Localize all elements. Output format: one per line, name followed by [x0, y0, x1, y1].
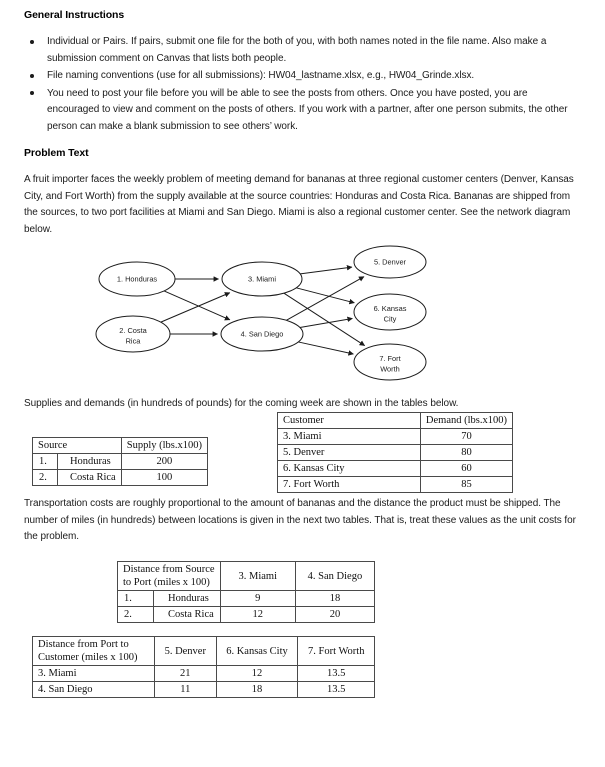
node-label-line2: Worth: [380, 364, 400, 374]
demand-row-value: 60: [420, 461, 512, 477]
bullet-dot-icon: [30, 91, 34, 95]
problem-text-heading: Problem Text: [24, 147, 89, 159]
node-label-line2: Rica: [125, 336, 141, 346]
dist-port-corner-line1: Distance from Port to: [38, 639, 129, 650]
dist-source-header-miami: 3. Miami: [220, 562, 295, 591]
supply-row-name: Honduras: [57, 454, 121, 470]
demand-row-name: 7. Fort Worth: [278, 477, 421, 493]
node-label: 7. Fort: [379, 354, 401, 363]
demand-table-header-customer: Customer: [278, 413, 421, 429]
table-row: [118, 607, 375, 623]
dist-source-row-value: 12: [220, 607, 295, 623]
supply-row-name: Costa Rica: [57, 470, 121, 486]
demand-table: [277, 412, 513, 493]
demand-row-value: 85: [420, 477, 512, 493]
diagram-node-kansas-city: [354, 294, 426, 330]
diagram-edge-san-diego-to-kansas-city: [300, 318, 352, 327]
problem-text-paragraph: A fruit importer faces the weekly problem of meeting demand for bananas at three regional customer centers (Denver, Kansas City, and Fort Worth) from the supply available at the source countries: Honduras and Costa Rica. Bananas are shipped from the sources, to two port facilities at Miami and San Diego. Miami is also a regional customer center. See the network diagram below.: [24, 174, 574, 235]
table-row: [278, 477, 513, 493]
list-item-text: File naming conventions (use for all submissions): HW04_lastname.xlsx, e.g., HW04_Grinde.xlsx.: [47, 70, 475, 81]
dist-source-corner-line1: Distance from Source: [123, 564, 215, 575]
distance-port-to-customer-table: [32, 636, 375, 698]
table-header-row: [33, 438, 208, 454]
dist-source-row-value: 9: [220, 591, 295, 607]
supply-table: [32, 437, 208, 486]
network-diagram-svg: [70, 242, 460, 390]
list-item: [24, 34, 579, 67]
dist-port-row-value: 13.5: [298, 682, 375, 698]
diagram-node-san-diego: [221, 317, 303, 351]
diagram-edge-costa-rica-to-miami: [161, 293, 230, 322]
demand-row-name: 3. Miami: [278, 429, 421, 445]
dist-source-header-san-diego: 4. San Diego: [295, 562, 374, 591]
diagram-node-miami: [222, 262, 302, 296]
dist-port-corner-header: [33, 637, 155, 666]
supply-row-value: 200: [121, 454, 207, 470]
supply-row-index: 2.: [33, 470, 58, 486]
supplies-demands-intro: Supplies and demands (in hundreds of pounds) for the coming week are shown in the tables below.: [24, 398, 459, 409]
table-row: [278, 429, 513, 445]
demand-row-value: 80: [420, 445, 512, 461]
diagram-edge-san-diego-to-fort-worth: [298, 342, 353, 354]
table-header-row: [33, 637, 375, 666]
demand-row-name: 5. Denver: [278, 445, 421, 461]
dist-source-corner-line2: to Port (miles x 100): [123, 577, 210, 588]
dist-port-row-name: 3. Miami: [33, 666, 155, 682]
dist-port-row-value: 21: [155, 666, 216, 682]
demand-row-name: 6. Kansas City: [278, 461, 421, 477]
dist-port-header-fort-worth: 7. Fort Worth: [298, 637, 375, 666]
node-label: 6. Kansas: [373, 304, 407, 313]
general-instructions-heading: General Instructions: [24, 9, 125, 21]
dist-port-row-value: 11: [155, 682, 216, 698]
transportation-costs-paragraph: Transportation costs are roughly proportional to the amount of bananas and the distance the product must be shipped. The number of miles (in hundreds) between locations is given in the next two tables. That is, treat these values as the unit costs for the problem.: [24, 498, 576, 542]
node-label: 5. Denver: [373, 257, 407, 267]
diagram-edge-miami-to-kansas-city: [296, 288, 354, 303]
supply-table-header-source: Source: [33, 438, 122, 454]
dist-source-row-value: 20: [295, 607, 374, 623]
dist-port-row-value: 18: [216, 682, 298, 698]
dist-port-row-value: 13.5: [298, 666, 375, 682]
dist-port-row-name: 4. San Diego: [33, 682, 155, 698]
supply-row-index: 1.: [33, 454, 58, 470]
table-row: [33, 454, 208, 470]
dist-port-header-kansas-city: 6. Kansas City: [216, 637, 298, 666]
dist-port-row-value: 12: [216, 666, 298, 682]
demand-table-header-demand: Demand (lbs.x100): [420, 413, 512, 429]
diagram-node-fort-worth: [354, 344, 426, 380]
node-label: 1. Honduras: [116, 274, 158, 284]
diagram-nodes: [96, 246, 426, 380]
dist-source-corner-header: [118, 562, 221, 591]
table-header-row: [118, 562, 375, 591]
list-item: [24, 68, 579, 85]
list-item: [24, 86, 579, 136]
dist-source-row-index: 2.: [118, 607, 154, 623]
table-row: [33, 666, 375, 682]
diagram-node-honduras: [99, 262, 175, 296]
table-row: [118, 591, 375, 607]
bullet-dot-icon: [30, 74, 34, 78]
network-diagram: [70, 242, 460, 390]
table-row: [33, 682, 375, 698]
bullet-dot-icon: [30, 40, 34, 44]
dist-source-row-name: Honduras: [154, 591, 221, 607]
table-row: [278, 445, 513, 461]
supply-row-value: 100: [121, 470, 207, 486]
diagram-edge-honduras-to-san-diego: [164, 291, 230, 320]
distance-source-to-port-table: [117, 561, 375, 623]
diagram-node-denver: [354, 246, 426, 278]
node-label: 2. Costa: [119, 326, 147, 335]
table-row: [33, 470, 208, 486]
diagram-edge-miami-to-denver: [300, 267, 352, 274]
dist-port-header-denver: 5. Denver: [155, 637, 216, 666]
supply-table-header-supply: Supply (lbs.x100): [121, 438, 207, 454]
node-label-line2: City: [383, 314, 397, 324]
table-row: [278, 461, 513, 477]
node-label: 3. Miami: [248, 274, 276, 284]
general-instructions-list: [24, 34, 579, 136]
dist-source-row-name: Costa Rica: [154, 607, 221, 623]
demand-row-value: 70: [420, 429, 512, 445]
list-item-text: You need to post your file before you will be able to see the posts from others. Once you have posted, you are encouraged to view and comment on the posts of others. If you work with a partner, after one person submits, the other person can make a blank submission to see others’ work.: [47, 87, 568, 132]
table-header-row: [278, 413, 513, 429]
list-item-text: Individual or Pairs. If pairs, submit one file for the both of you, with both names noted in the file name. Also make a submission comment on Canvas that lists both people.: [47, 36, 547, 64]
node-label: 4. San Diego: [240, 329, 284, 339]
dist-source-row-value: 18: [295, 591, 374, 607]
dist-port-corner-line2: Customer (miles x 100): [38, 652, 138, 663]
dist-source-row-index: 1.: [118, 591, 154, 607]
diagram-node-costa-rica: [96, 316, 170, 352]
